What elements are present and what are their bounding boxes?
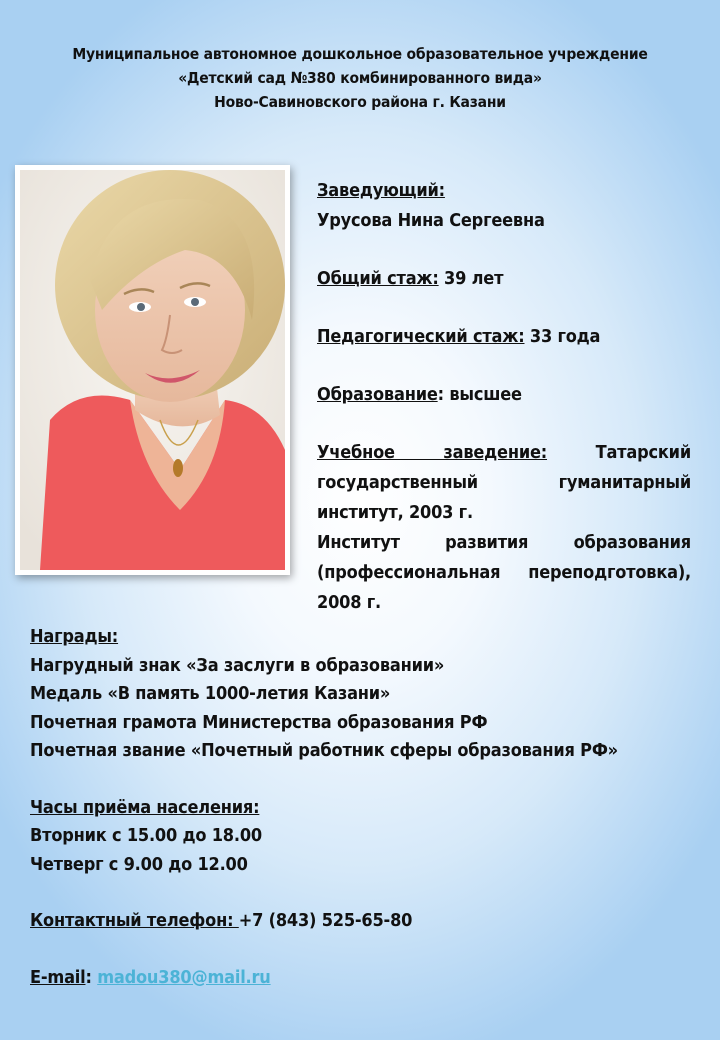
teaching-experience-value: 33 года — [524, 326, 601, 347]
phone-line — [30, 907, 700, 936]
education-label: Образование — [317, 384, 438, 405]
award-item: Медаль «В память 1000-летия Казани» — [30, 683, 391, 704]
header-line-2: «Детский сад №380 комбинированного вида» — [178, 69, 542, 87]
institution-2: Институт развития образования (профессиональная переподготовка), 2008 г. — [317, 532, 691, 613]
portrait-photo — [15, 165, 290, 575]
total-experience-label: Общий стаж: — [317, 268, 439, 289]
phone-value: +7 (843) 525-65-80 — [238, 910, 413, 931]
awards-title: Награды: — [30, 626, 119, 647]
institution-paragraph — [317, 438, 691, 528]
teaching-experience-label: Педагогический стаж: — [317, 326, 525, 347]
hours-item: Четверг с 9.00 до 12.00 — [30, 853, 248, 875]
email-label: E-mail — [30, 966, 86, 988]
director-info — [317, 176, 691, 618]
email-separator: : — [85, 966, 98, 988]
header-line-3: Ново-Савиновского района г. Казани — [214, 93, 506, 111]
header — [0, 42, 720, 114]
hours-item: Вторник с 15.00 до 18.00 — [30, 825, 262, 846]
head-name: Урусова Нина Сергеевна — [317, 210, 545, 231]
head-label: Заведующий: — [317, 180, 445, 201]
award-item: Почетная звание «Почетный работник сферы образования РФ» — [30, 740, 618, 761]
email-line — [30, 964, 700, 993]
phone-label: Контактный телефон: — [30, 910, 239, 931]
portrait-image — [20, 170, 285, 570]
institution-value: Татарский государственный гуманитарный институт, 2003 г. — [317, 442, 691, 523]
hours-title: Часы приёма населения: — [30, 796, 260, 818]
total-experience-value: 39 лет — [438, 268, 504, 289]
institution-label: Учебное заведение: — [317, 442, 548, 463]
email-link[interactable]: madou380@mail.ru — [97, 966, 271, 988]
lower-section — [30, 623, 700, 992]
header-line-1: Муниципальное автономное дошкольное образовательное учреждение — [72, 45, 648, 63]
award-item: Нагрудный знак «За заслуги в образовании» — [30, 654, 445, 676]
award-item: Почетная грамота Министерства образования РФ — [30, 711, 488, 733]
education-value: : высшее — [437, 384, 522, 405]
